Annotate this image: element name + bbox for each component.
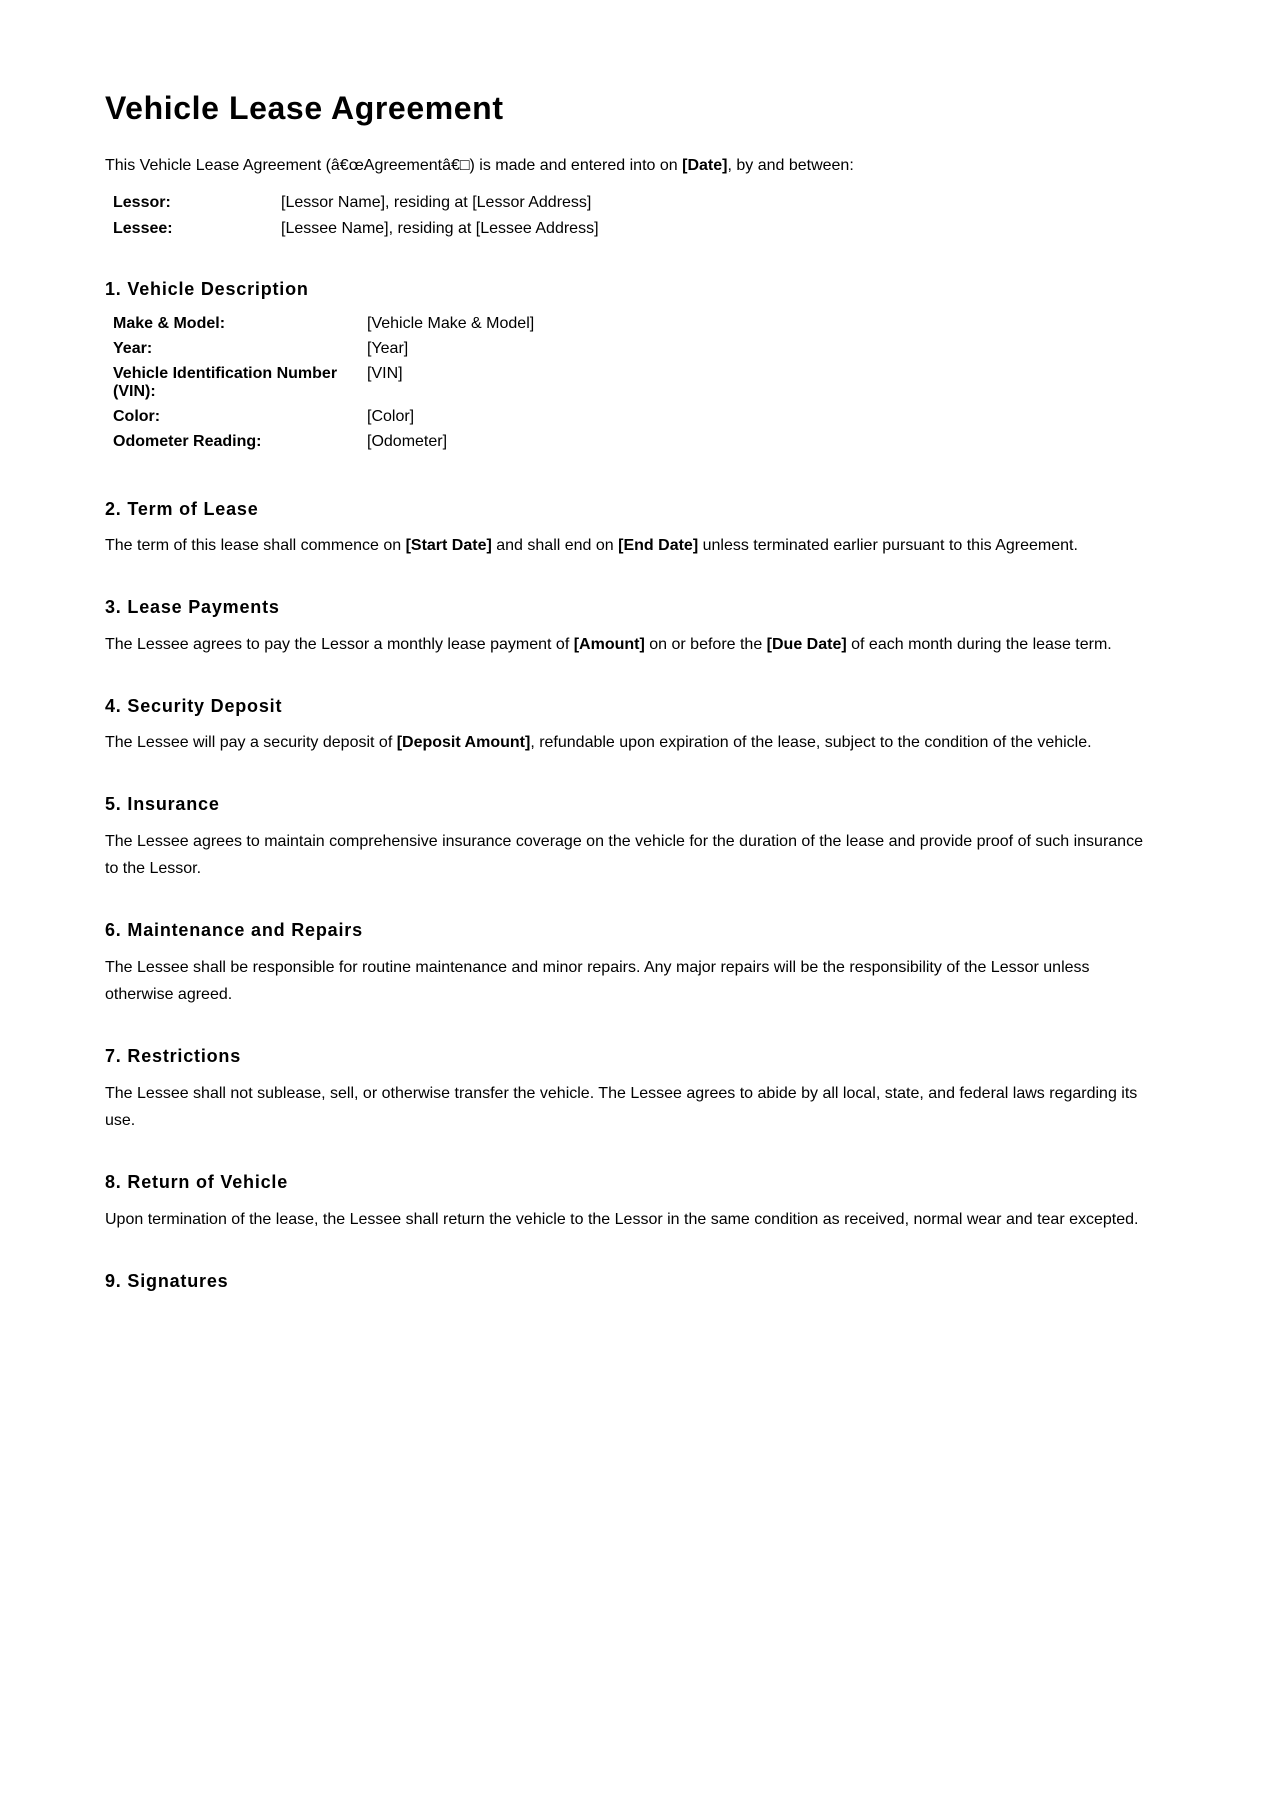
section-heading-return: 8. Return of Vehicle — [105, 1172, 289, 1192]
vehicle-row-year — [113, 340, 534, 358]
vehicle-row-make — [113, 315, 534, 333]
maintenance-paragraph: The Lessee shall be responsible for routine maintenance and minor repairs. Any major repairs will be the responsibility of the Lessor unless otherwise agreed. — [105, 959, 1090, 1003]
payments-text: The Lessee agrees to pay the Lessor a monthly lease payment of — [105, 636, 574, 653]
vehicle-label: Make & Model: — [113, 315, 226, 332]
vehicle-label: Odometer Reading: — [113, 433, 262, 450]
vehicle-label: Year: — [113, 340, 153, 357]
party-label: Lessee: — [113, 220, 173, 237]
payments-text: of each month during the lease term. — [846, 636, 1112, 653]
intro-text-end: , by and between: — [727, 157, 854, 174]
vehicle-row-vin — [113, 365, 534, 401]
deposit-paragraph — [105, 729, 1155, 756]
term-paragraph — [105, 532, 1155, 559]
vehicle-value: [Vehicle Make & Model] — [367, 315, 535, 332]
document-title: Vehicle Lease Agreement — [105, 90, 504, 126]
vehicle-table — [113, 315, 534, 458]
section-heading-deposit: 4. Security Deposit — [105, 696, 283, 716]
insurance-paragraph: The Lessee agrees to maintain comprehensive insurance coverage on the vehicle for the duration of the lease and provide proof of such insurance to the Lessor. — [105, 833, 1143, 877]
payments-paragraph — [105, 631, 1155, 658]
section-heading-signatures: 9. Signatures — [105, 1271, 229, 1291]
return-paragraph: Upon termination of the lease, the Lessee shall return the vehicle to the Lessor in the same condition as received, normal wear and tear excepted. — [105, 1211, 1139, 1228]
vehicle-label: Color: — [113, 408, 161, 425]
party-row-lessor — [113, 190, 599, 216]
payments-amount: [Amount] — [573, 636, 645, 653]
section-heading-maintenance: 6. Maintenance and Repairs — [105, 920, 363, 940]
parties-table — [113, 190, 599, 242]
section-heading-restrictions: 7. Restrictions — [105, 1046, 242, 1066]
vehicle-value: [Odometer] — [367, 433, 448, 450]
section-heading-term: 2. Term of Lease — [105, 499, 259, 519]
intro-paragraph — [105, 152, 854, 179]
intro-text: This Vehicle Lease Agreement (â€œAgreementâ€□) is made and entered into on — [105, 157, 683, 174]
vehicle-value: [VIN] — [367, 365, 403, 382]
party-row-lessee — [113, 216, 599, 242]
restrictions-paragraph: The Lessee shall not sublease, sell, or otherwise transfer the vehicle. The Lessee agrees to abide by all local, state, and federal laws regarding its use. — [105, 1085, 1138, 1129]
deposit-text: , refundable upon expiration of the lease, subject to the condition of the vehicle. — [530, 734, 1092, 751]
party-value: [Lessee Name], residing at [Lessee Address] — [281, 220, 599, 237]
term-end-date: [End Date] — [618, 537, 699, 554]
section-heading-insurance: 5. Insurance — [105, 794, 220, 814]
party-value: [Lessor Name], residing at [Lessor Address] — [281, 194, 592, 211]
section-heading-vehicle: 1. Vehicle Description — [105, 279, 309, 299]
term-start-date: [Start Date] — [405, 537, 492, 554]
term-text: unless terminated earlier pursuant to this Agreement. — [698, 537, 1078, 554]
vehicle-label: Vehicle Identification Number (VIN): — [113, 365, 338, 400]
deposit-text: The Lessee will pay a security deposit of — [105, 734, 397, 751]
payments-text: on or before the — [644, 636, 767, 653]
payments-due-date: [Due Date] — [766, 636, 847, 653]
intro-date: [Date] — [682, 157, 728, 174]
vehicle-row-odometer — [113, 433, 534, 451]
term-text: and shall end on — [491, 537, 619, 554]
section-heading-payments: 3. Lease Payments — [105, 597, 280, 617]
deposit-amount: [Deposit Amount] — [396, 734, 531, 751]
vehicle-row-color — [113, 408, 534, 426]
vehicle-value: [Year] — [367, 340, 409, 357]
party-label: Lessor: — [113, 194, 171, 211]
term-text: The term of this lease shall commence on — [105, 537, 406, 554]
vehicle-value: [Color] — [367, 408, 415, 425]
